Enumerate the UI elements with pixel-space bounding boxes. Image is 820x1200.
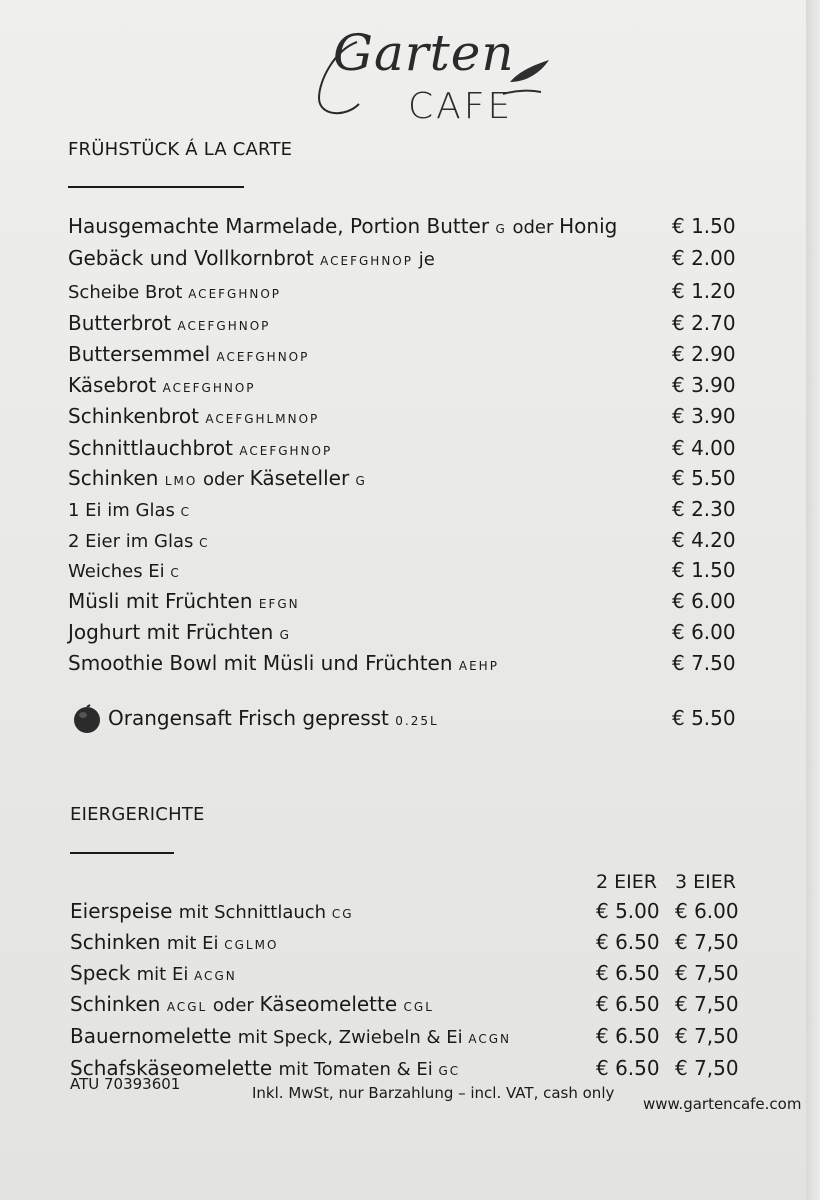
egg-dish-text: mit Schnittlauch — [178, 902, 332, 923]
egg-dish-name — [70, 992, 434, 1016]
menu-item-name — [68, 497, 191, 521]
allergen-codes: CGL — [403, 1000, 434, 1014]
menu-item-text: Joghurt mit Früchten — [68, 620, 280, 644]
allergen-codes: ACEFGHNOP — [239, 444, 333, 458]
menu-item-name — [68, 373, 256, 397]
egg-dish-name — [70, 930, 278, 954]
two-eggs-price: € 6.50 — [596, 992, 660, 1016]
egg-dish-text: mit Tomaten & Ei — [278, 1059, 439, 1080]
menu-item-name — [68, 246, 435, 270]
egg-dish-text: mit Speck, Zwiebeln & Ei — [237, 1027, 469, 1048]
allergen-codes: ACEFGHNOP — [162, 381, 256, 395]
three-eggs-price: € 7,50 — [675, 1056, 739, 1080]
allergen-codes: G — [355, 474, 367, 488]
menu-item-row — [0, 311, 820, 341]
menu-item-name — [68, 466, 367, 490]
menu-item-price: € 2.70 — [672, 311, 736, 335]
menu-item-text: Gebäck und Vollkornbrot — [68, 246, 321, 270]
three-eggs-price: € 7,50 — [675, 961, 739, 985]
egg-dish-text: Schinken — [70, 992, 167, 1016]
breakfast-title-rule — [68, 186, 244, 188]
egg-dish-text: Speck — [70, 961, 137, 985]
three-eggs-price: € 7,50 — [675, 992, 739, 1016]
menu-item-text: je — [412, 249, 435, 270]
egg-dish-row — [0, 961, 820, 991]
menu-item-text: Hausgemachte Marmelade, Portion Butter — [68, 214, 496, 238]
allergen-codes: EFGN — [258, 597, 300, 611]
menu-item-row — [0, 558, 820, 588]
menu-item-text: Schnittlauchbrot — [68, 436, 240, 460]
egg-dish-text: Eierspeise — [70, 899, 179, 923]
egg-dish-text: Schafskäseomelette — [70, 1056, 279, 1080]
egg-dish-text: Käseomelette — [259, 992, 404, 1016]
three-eggs-price: € 7,50 — [675, 1024, 739, 1048]
two-eggs-price: € 6.50 — [596, 961, 660, 985]
allergen-codes: LMO — [164, 474, 198, 488]
menu-item-text: 2 Eier im Glas — [68, 531, 200, 552]
allergen-codes: ACGN — [468, 1032, 512, 1046]
two-eggs-price: € 6.50 — [596, 930, 660, 954]
menu-item-name — [68, 436, 332, 460]
eggs-title: EIERGERICHTE — [70, 804, 205, 825]
menu-item-text: 1 Ei im Glas — [68, 500, 181, 521]
menu-item-text: Müsli mit Früchten — [68, 589, 259, 613]
menu-item-text: oder — [197, 469, 250, 490]
juice-row — [0, 706, 820, 736]
egg-dish-name — [70, 1024, 511, 1048]
two-eggs-price: € 6.50 — [596, 1024, 660, 1048]
menu-item-name — [68, 311, 270, 335]
menu-item-row — [0, 246, 820, 276]
juice-name — [108, 706, 439, 730]
menu-item-text: Smoothie Bowl mit Müsli und Früchten — [68, 651, 459, 675]
menu-item-price: € 1.50 — [672, 214, 736, 238]
allergen-codes: C — [170, 566, 181, 580]
menu-item-text: Buttersemmel — [68, 342, 217, 366]
egg-dish-row — [0, 899, 820, 929]
two-eggs-price: € 5.00 — [596, 899, 660, 923]
eggs-title-rule — [70, 852, 174, 854]
three-eggs-price: € 6.00 — [675, 899, 739, 923]
allergen-codes: G — [495, 222, 507, 236]
egg-dish-row — [0, 1024, 820, 1054]
menu-item-row — [0, 528, 820, 558]
menu-item-name — [68, 558, 181, 582]
allergen-codes: G — [279, 628, 291, 642]
three-eggs-price: € 7,50 — [675, 930, 739, 954]
menu-item-row — [0, 497, 820, 527]
juice-size: 0.25L — [395, 714, 439, 728]
menu-item-name — [68, 620, 291, 644]
menu-item-row — [0, 214, 820, 244]
egg-dish-text: Bauernomelette — [70, 1024, 238, 1048]
menu-item-name — [68, 404, 319, 428]
two-eggs-header: 2 EIER — [596, 871, 657, 893]
menu-item-text: Käseteller — [249, 466, 356, 490]
menu-item-price: € 2.00 — [672, 246, 736, 270]
allergen-codes: ACGL — [166, 1000, 208, 1014]
menu-item-price: € 4.00 — [672, 436, 736, 460]
menu-item-text: Butterbrot — [68, 311, 178, 335]
menu-item-name — [68, 279, 281, 303]
menu-item-text: Schinken — [68, 466, 165, 490]
menu-item-price: € 4.20 — [672, 528, 736, 552]
egg-dish-text: oder — [207, 995, 260, 1016]
egg-dish-text: mit Ei — [136, 964, 195, 985]
menu-item-price: € 7.50 — [672, 651, 736, 675]
menu-item-row — [0, 466, 820, 496]
menu-item-row — [0, 436, 820, 466]
menu-item-row — [0, 651, 820, 681]
payment-note: Inkl. MwSt, nur Barzahlung – incl. VAT, cash only — [252, 1084, 615, 1102]
juice-label: Orangensaft Frisch gepresst — [108, 706, 396, 730]
menu-item-row — [0, 404, 820, 434]
menu-item-row — [0, 373, 820, 403]
three-eggs-header: 3 EIER — [675, 871, 736, 893]
allergen-codes: ACEFGHLMNOP — [205, 412, 320, 426]
website-link[interactable]: www.gartencafe.com — [643, 1095, 802, 1113]
logo-cafe-text: CAFE — [408, 86, 514, 127]
breakfast-title: FRÜHSTÜCK Á LA CARTE — [68, 139, 293, 160]
egg-dish-row — [0, 930, 820, 960]
menu-item-price: € 2.90 — [672, 342, 736, 366]
allergen-codes: CGLMO — [224, 938, 279, 952]
menu-item-price: € 6.00 — [672, 620, 736, 644]
allergen-codes: C — [199, 536, 210, 550]
two-eggs-price: € 6.50 — [596, 1056, 660, 1080]
menu-item-text: Käsebrot — [68, 373, 163, 397]
menu-item-price: € 3.90 — [672, 404, 736, 428]
egg-dish-name — [70, 961, 237, 985]
egg-dish-name — [70, 899, 354, 923]
allergen-codes: ACEFGHNOP — [177, 319, 271, 333]
garten-cafe-logo — [305, 20, 555, 130]
menu-item-price: € 6.00 — [672, 589, 736, 613]
menu-item-price: € 1.50 — [672, 558, 736, 582]
allergen-codes: AEHP — [458, 659, 499, 673]
allergen-codes: ACEFGHNOP — [216, 350, 310, 364]
allergen-codes: CG — [331, 907, 354, 921]
allergen-codes: ACGN — [194, 969, 237, 983]
menu-item-name — [68, 342, 309, 366]
menu-item-row — [0, 279, 820, 309]
menu-item-text: Honig — [559, 214, 618, 238]
allergen-codes: GC — [438, 1064, 461, 1078]
menu-item-text: oder — [506, 217, 560, 238]
allergen-codes: ACEFGHNOP — [188, 287, 282, 301]
allergen-codes: C — [180, 505, 191, 519]
vat-id: ATU 70393601 — [70, 1075, 181, 1093]
menu-item-price: € 5.50 — [672, 466, 736, 490]
egg-dish-text: mit Ei — [166, 933, 225, 954]
allergen-codes: ACEFGHNOP — [320, 254, 413, 268]
menu-item-row — [0, 589, 820, 619]
menu-item-price: € 3.90 — [672, 373, 736, 397]
menu-item-name — [68, 589, 300, 613]
menu-item-name — [68, 651, 499, 675]
egg-dish-text: Schinken — [70, 930, 167, 954]
menu-item-text: Scheibe Brot — [68, 282, 189, 303]
menu-item-name — [68, 214, 617, 238]
menu-item-price: € 1.20 — [672, 279, 736, 303]
logo-script-text: Garten — [333, 24, 515, 82]
menu-item-price: € 2.30 — [672, 497, 736, 521]
menu-item-row — [0, 620, 820, 650]
menu-item-name — [68, 528, 209, 552]
egg-dish-row — [0, 992, 820, 1022]
menu-item-text: Schinkenbrot — [68, 404, 206, 428]
menu-item-row — [0, 342, 820, 372]
juice-price: € 5.50 — [672, 706, 736, 730]
menu-item-text: Weiches Ei — [68, 561, 171, 582]
